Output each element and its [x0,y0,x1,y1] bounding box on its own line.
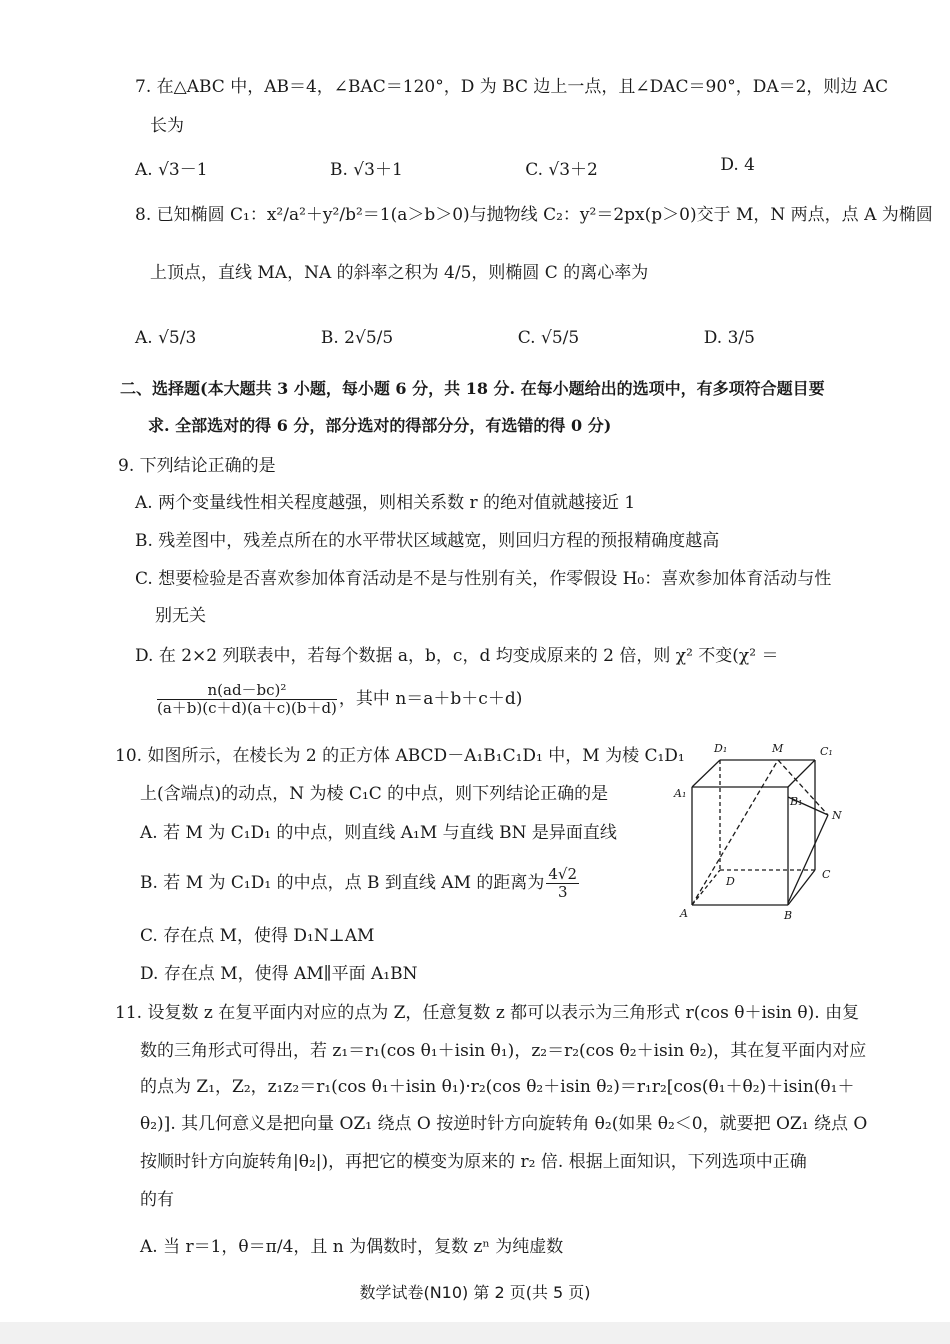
q11-option-a: A. 当 r＝1，θ＝π/4，且 n 为偶数时，复数 zⁿ 为纯虚数 [140,1237,564,1257]
q11-line4: θ₂)]. 其几何意义是把向量 OZ₁ 绕点 O 按逆时针方向旋转角 θ₂(如果 θ₂＜0，就要把 OZ₁ 绕点 O [140,1114,868,1134]
q10-stem-line1: 10. 如图所示，在棱长为 2 的正方体 ABCD－A₁B₁C₁D₁ 中，M 为棱 C₁D₁ [115,746,685,766]
q7-option-a: A. √3－1 [135,160,208,180]
label-a: A [680,907,688,920]
q9-option-a: A. 两个变量线性相关程度越强，则相关系数 r 的绝对值就越接近 1 [135,493,636,513]
q8-option-c: C. √5/5 [517,328,580,348]
q10-option-d: D. 存在点 M，使得 AM∥平面 A₁BN [140,964,418,984]
section2-heading-line1: 二、选择题(本大题共 3 小题，每小题 6 分，共 18 分. 在每小题给出的选项中，有多项符合题目要 [120,379,825,398]
label-d: D [726,875,735,888]
q8-option-a: A. √5/3 [135,328,197,348]
q7-option-c: C. √3＋2 [525,160,598,180]
q8-stem-line1: 8. 已知椭圆 C₁：x²/a²＋y²/b²＝1(a＞b＞0)与抛物线 C₂：y²＝2px(p＞0)交于 M，N 两点，点 A 为椭圆 [135,205,933,225]
label-b1: B₁ [790,795,803,808]
q11-line1: 11. 设复数 z 在复平面内对应的点为 Z，任意复数 z 都可以表示为三角形式 r(cos θ＋isin θ). 由复 [115,1003,860,1023]
label-c1: C₁ [820,745,833,758]
q11-line6: 的有 [140,1190,174,1210]
q11-line5: 按顺时针方向旋转角|θ₂|)，再把它的模变为原来的 r₂ 倍. 根据上面知识，下列选项中正确 [140,1152,807,1172]
q9-stem: 9. 下列结论正确的是 [118,456,276,476]
q11-line3: 的点为 Z₁，Z₂，z₁z₂＝r₁(cos θ₁＋isin θ₁)·r₂(cos θ₂＋isin θ₂)＝r₁r₂[cos(θ₁＋θ₂)＋isin(θ₁＋ [140,1077,855,1097]
q10-option-b-numerator: 4√2 [548,865,578,883]
page-footer: 数学试卷(N10) 第 2 页(共 5 页) [359,1283,591,1302]
q9-option-b: B. 残差图中，残差点所在的水平带状区域越宽，则回归方程的预报精确度越高 [135,531,720,551]
q9-option-c-line2: 别无关 [155,606,206,626]
q7-options [135,155,755,180]
q10-option-b-fraction [546,866,579,901]
q9-option-d-line2 [155,682,522,717]
cube-figure [670,735,860,925]
q9-option-c-line1: C. 想要检验是否喜欢参加体育活动是不是与性别有关，作零假设 H₀：喜欢参加体育活动与性 [135,569,832,589]
label-b: B [784,909,793,922]
label-n: N [832,809,842,822]
chi-square-tail: ，其中 n＝a＋b＋c＋d) [338,689,523,709]
chi-square-denominator: (a＋b)(c＋d)(a＋c)(b＋d) [157,699,337,717]
label-d1: D₁ [714,742,728,755]
q7-stem-line1: 7. 在△ABC 中，AB＝4，∠BAC＝120°，D 为 BC 边上一点，且∠DAC＝90°，DA＝2，则边 AC [135,77,889,97]
q10-option-b [140,866,581,901]
label-a1: A₁ [674,787,687,800]
chi-square-fraction [157,682,337,717]
q8-option-d: D. 3/5 [703,328,755,348]
q10-option-c: C. 存在点 M，使得 D₁N⊥AM [140,926,375,946]
scan-bottom-edge [0,1322,950,1344]
q8-options [135,328,755,348]
q8-stem-line2: 上顶点，直线 MA，NA 的斜率之积为 4/5，则椭圆 C 的离心率为 [150,263,649,283]
q9-option-d-line1: D. 在 2×2 列联表中，若每个数据 a，b，c，d 均变成原来的 2 倍，则 χ² 不变(χ² ＝ [135,646,779,666]
q7-option-d: D. 4 [720,155,755,175]
q10-stem-line2: 上(含端点)的动点，N 为棱 C₁C 的中点，则下列结论正确的是 [140,784,609,804]
q10-option-b-denominator: 3 [557,883,568,901]
q8-option-b: B. 2√5/5 [320,328,394,348]
chi-square-numerator: n(ad－bc)² [157,682,337,700]
section2-heading-line2: 求. 全部选对的得 6 分，部分选对的得部分分，有选错的得 0 分) [148,416,612,435]
q10-option-a: A. 若 M 为 C₁D₁ 的中点，则直线 A₁M 与直线 BN 是异面直线 [140,823,617,843]
label-m: M [772,742,784,755]
q10-option-b-text: B. 若 M 为 C₁D₁ 的中点，点 B 到直线 AM 的距离为 [140,873,545,893]
q11-line2: 数的三角形式可得出，若 z₁＝r₁(cos θ₁＋isin θ₁)，z₂＝r₂(cos θ₂＋isin θ₂)，其在复平面内对应 [140,1041,867,1061]
q7-option-b: B. √3＋1 [330,160,403,180]
label-c: C [822,868,831,881]
q7-stem-line2: 长为 [150,116,184,136]
